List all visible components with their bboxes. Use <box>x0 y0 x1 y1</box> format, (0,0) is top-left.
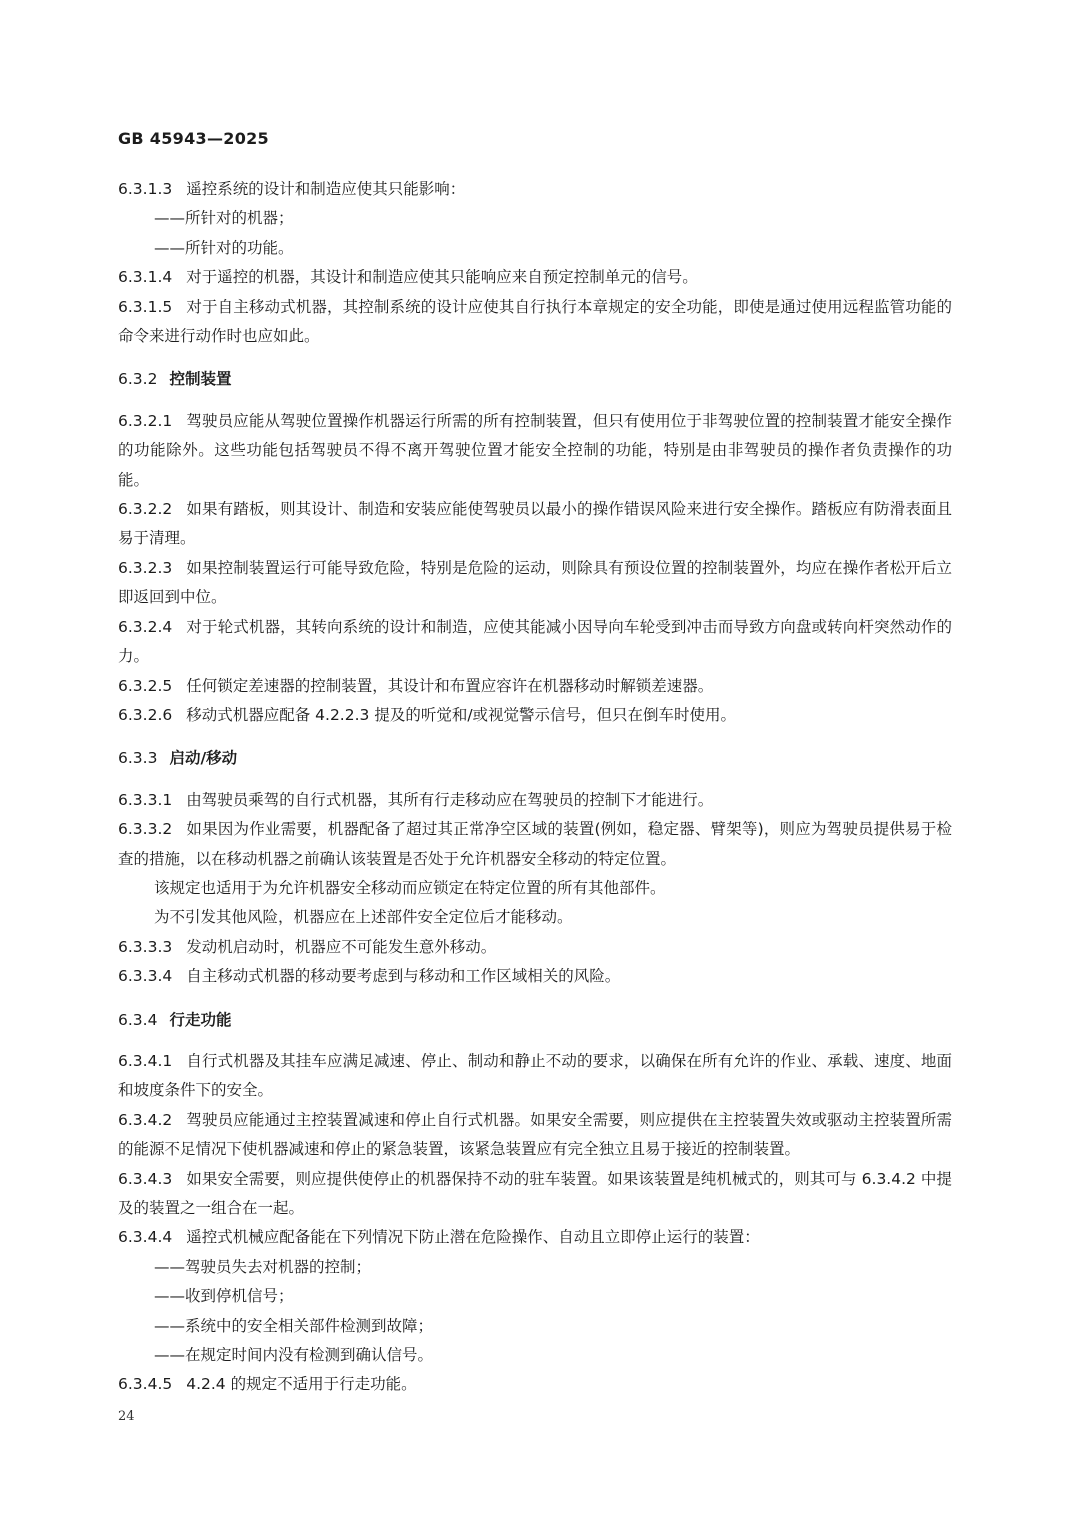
clause-number: 6.3.3.2 <box>118 820 173 839</box>
clause-number: 6.3.4.1 <box>118 1051 173 1070</box>
clause-text: 如果安全需要，则应提供使停止的机器保持不动的驻车装置。如果该装置是纯机械式的，则其可与 6.3.4.2 中提及的装置之一组合在一起。 <box>118 1169 952 1217</box>
clause-number: 6.3.4.4 <box>118 1228 173 1247</box>
dash-list-item: ——系统中的安全相关部件检测到故障； <box>154 1316 434 1335</box>
section-title: 控制装置 <box>169 370 232 389</box>
clause-number: 6.3.2.6 <box>118 705 173 724</box>
indented-paragraph: 为不引发其他风险，机器应在上述部件安全定位后才能移动。 <box>154 908 573 927</box>
section-heading <box>118 1006 952 1035</box>
dash-list-item: ——所针对的机器； <box>154 209 294 228</box>
clause-paragraph <box>118 786 952 815</box>
clause-text: 发动机启动时，机器应不可能发生意外移动。 <box>186 937 497 956</box>
clause-number: 6.3.1.3 <box>118 180 173 198</box>
clause-number: 6.3.2.4 <box>118 617 173 636</box>
clause-paragraph <box>118 1165 952 1224</box>
clause-paragraph <box>118 701 952 730</box>
clause-text: 驾驶员应能从驾驶位置操作机器运行所需的所有控制装置，但只有使用位于非驾驶位置的控制装置才能安全操作的功能除外。这些功能包括驾驶员不得不离开驾驶位置才能安全控制的功能，特别是由非驾驶员的操作者负责操作的功能。 <box>118 411 952 489</box>
page-number: 24 <box>118 1409 135 1424</box>
clause-paragraph <box>118 263 952 292</box>
clause-number: 6.3.2.3 <box>118 558 173 577</box>
section-number: 6.3.4 <box>118 1010 158 1029</box>
clause-text: 自行式机器及其挂车应满足减速、停止、制动和静止不动的要求，以确保在所有允许的作业、承载、速度、地面和坡度条件下的安全。 <box>118 1051 952 1100</box>
clause-paragraph <box>118 613 952 672</box>
clause-text: 移动式机器应配备 4.2.2.3 提及的听觉和/或视觉警示信号，但只在倒车时使用。 <box>186 705 737 724</box>
clause-paragraph <box>118 1223 952 1252</box>
dash-list-item: ——驾驶员失去对机器的控制； <box>154 1257 372 1276</box>
clause-text: 遥控系统的设计和制造应使其只能影响： <box>186 180 466 198</box>
clause-paragraph <box>118 1106 952 1165</box>
clause-text: 对于自主移动式机器，其控制系统的设计应使其自行执行本章规定的安全功能，即使是通过使用远程监管功能的命令来进行动作时也应如此。 <box>118 297 952 346</box>
clause-paragraph <box>118 293 952 352</box>
clause-number: 6.3.2.2 <box>118 500 173 519</box>
clause-text: 如果因为作业需要，机器配备了超过其正常净空区域的装置(例如，稳定器、臂架等)，则应为驾驶员提供易于检查的措施，以在移动机器之前确认该装置是否处于允许机器安全移动的特定位置。 <box>118 820 952 868</box>
clause-number: 6.3.3.3 <box>118 937 173 956</box>
section-title: 行走功能 <box>169 1010 232 1029</box>
clause-paragraph <box>118 962 952 991</box>
dash-list-item: ——在规定时间内没有检测到确认信号。 <box>154 1346 434 1365</box>
clause-text: 由驾驶员乘驾的自行式机器，其所有行走移动应在驾驶员的控制下才能进行。 <box>186 790 714 809</box>
dash-list-item: ——收到停机信号； <box>154 1287 294 1306</box>
clause-paragraph <box>118 815 952 874</box>
clause-paragraph <box>118 672 952 701</box>
section-heading <box>118 744 952 773</box>
clause-text: 自主移动式机器的移动要考虑到与移动和工作区域相关的风险。 <box>186 967 621 986</box>
standard-code: GB 45943—2025 <box>118 129 269 148</box>
section-title: 启动/移动 <box>169 749 238 768</box>
clause-text: 对于遥控的机器，其设计和制造应使其只能响应来自预定控制单元的信号。 <box>186 268 698 287</box>
clause-paragraph <box>118 175 952 204</box>
clause-paragraph <box>118 1047 952 1106</box>
clause-text: 4.2.4 的规定不适用于行走功能。 <box>186 1375 417 1394</box>
clause-number: 6.3.2.5 <box>118 676 173 695</box>
section-number: 6.3.2 <box>118 370 158 389</box>
section-number: 6.3.3 <box>118 749 158 768</box>
dash-list-item: ——所针对的功能。 <box>154 238 294 257</box>
clause-number: 6.3.4.2 <box>118 1110 173 1129</box>
clause-number: 6.3.3.1 <box>118 790 173 809</box>
clause-paragraph <box>118 933 952 962</box>
document-body <box>118 175 952 1400</box>
clause-text: 如果有踏板，则其设计、制造和安装应能使驾驶员以最小的操作错误风险来进行安全操作。踏板应有防滑表面且易于清理。 <box>118 500 952 548</box>
clause-paragraph <box>118 554 952 613</box>
clause-paragraph <box>118 407 952 495</box>
clause-number: 6.3.2.1 <box>118 411 173 430</box>
indented-paragraph: 该规定也适用于为允许机器安全移动而应锁定在特定位置的所有其他部件。 <box>154 878 666 897</box>
clause-number: 6.3.3.4 <box>118 967 173 986</box>
clause-number: 6.3.1.4 <box>118 268 173 287</box>
clause-number: 6.3.4.3 <box>118 1169 173 1188</box>
clause-text: 如果控制装置运行可能导致危险，特别是危险的运动，则除具有预设位置的控制装置外，均应在操作者松开后立即返回到中位。 <box>118 558 952 607</box>
clause-text: 遥控式机械应配备能在下列情况下防止潜在危险操作、自动且立即停止运行的装置： <box>186 1228 760 1247</box>
clause-text: 驾驶员应能通过主控装置减速和停止自行式机器。如果安全需要，则应提供在主控装置失效或驱动主控装置所需的能源不足情况下使机器减速和停止的紧急装置，该紧急装置应有完全独立且易于接近的控制装置。 <box>118 1110 952 1159</box>
clause-text: 对于轮式机器，其转向系统的设计和制造，应使其能减小因导向车轮受到冲击而导致方向盘或转向杆突然动作的力。 <box>118 617 952 666</box>
clause-text: 任何锁定差速器的控制装置，其设计和布置应容许在机器移动时解锁差速器。 <box>186 676 714 695</box>
section-heading <box>118 365 952 394</box>
clause-number: 6.3.1.5 <box>118 297 173 316</box>
clause-paragraph <box>118 1370 952 1399</box>
clause-number: 6.3.4.5 <box>118 1375 173 1394</box>
clause-paragraph <box>118 495 952 554</box>
